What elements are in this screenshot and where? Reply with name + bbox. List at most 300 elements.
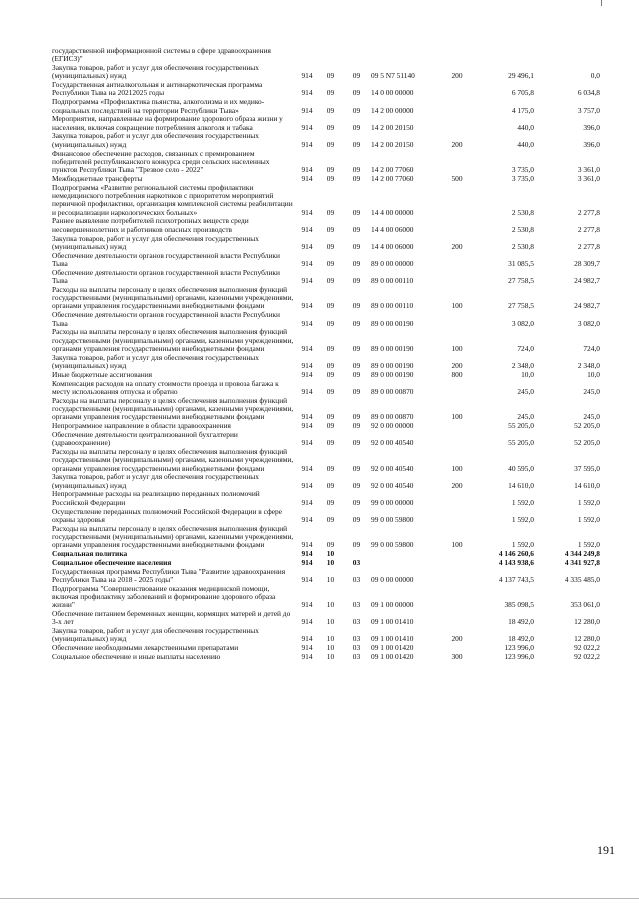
amount-year-1: 27 758,5	[508, 301, 534, 311]
bottom-scan-edge	[0, 898, 639, 899]
admin-code: 914	[301, 574, 313, 584]
admin-code: 914	[301, 600, 313, 610]
subsection-code: 09	[352, 71, 361, 81]
amount-year-1: 440,0	[517, 122, 534, 132]
amount-year-2	[536, 47, 602, 64]
section-code: 10	[326, 617, 335, 627]
section-code: 09	[326, 224, 335, 234]
admin-code: 914	[301, 438, 313, 448]
target-article-code	[371, 47, 445, 64]
expense-type-code: 100	[451, 301, 463, 311]
amount-year-1: 1 592,0	[511, 514, 534, 524]
table-row	[52, 525, 602, 550]
target-article-code: 99 0 00 59800	[371, 540, 414, 550]
subsection-code: 09	[352, 165, 361, 175]
target-article-code: 89 0 00 00870	[371, 412, 414, 422]
amount-year-1: 55 205,0	[508, 438, 534, 448]
amount-year-1: 31 085,5	[508, 258, 534, 268]
section-code: 09	[326, 369, 335, 379]
section-code: 09	[326, 343, 335, 353]
table-row	[52, 490, 602, 507]
row-name: Закупка товаров, работ и услуг для обеспечения государственных (муниципальных) нужд	[52, 352, 259, 370]
section-code: 10	[326, 634, 335, 644]
amount-year-2: 12 280,0	[574, 617, 600, 627]
amount-year-2: 2 277,8	[577, 241, 600, 251]
admin-code: 914	[301, 480, 313, 490]
table-row	[52, 311, 602, 328]
subsection-code: 03	[352, 600, 361, 610]
subsection-code: 09	[352, 139, 361, 149]
target-article-code: 92 0 00 00000	[371, 421, 414, 431]
target-article-code: 09 0 00 00000	[371, 574, 414, 584]
subsection-code: 09	[352, 301, 361, 311]
section-code: 09	[326, 386, 335, 396]
amount-year-2: 396,0	[583, 139, 600, 149]
target-article-code: 14 4 00 06000	[371, 224, 414, 234]
amount-year-1: 123 996,0	[504, 652, 534, 662]
expense-type-code: 300	[451, 652, 463, 662]
budget-table	[52, 47, 602, 662]
expense-type-code	[445, 47, 471, 64]
amount-year-1: 1 592,0	[511, 497, 534, 507]
amount-year-2: 4 335 485,0	[564, 574, 600, 584]
amount-year-2: 1 592,0	[577, 514, 600, 524]
amount-year-2: 3 361,0	[577, 173, 600, 183]
expense-type-code	[445, 490, 471, 507]
admin-code	[297, 47, 319, 64]
expense-type-code	[445, 184, 471, 218]
expense-type-code: 800	[451, 369, 463, 379]
admin-code: 914	[301, 412, 313, 422]
scan-mark	[601, 0, 602, 6]
subsection-code: 09	[352, 173, 361, 183]
row-name: Межбюджетные трансферты	[52, 173, 143, 183]
row-name: Осуществление переданных полномочий Российской Федерации в сфере охраны здоровья	[52, 506, 283, 524]
subsection-code: 09	[352, 276, 361, 286]
amount-year-1: 18 492,0	[508, 617, 534, 627]
expense-type-code: 100	[451, 343, 463, 353]
table-row	[52, 585, 602, 610]
section-code: 09	[326, 497, 335, 507]
section-code: 09	[326, 360, 335, 370]
subsection-code: 09	[352, 241, 361, 251]
row-name: Расходы на выплаты персоналу в целях обеспечения выполнения функций государственными (муниципальными) органами, казенными учреждениями, органами управления государственными внебюджетными фондами	[52, 446, 294, 473]
expense-type-code	[445, 217, 471, 234]
admin-code: 914	[301, 549, 313, 559]
amount-year-1: 14 610,0	[508, 480, 534, 490]
section-code: 09	[326, 241, 335, 251]
expense-type-code	[445, 311, 471, 328]
amount-year-1: 27 758,5	[508, 276, 534, 286]
table-row	[52, 184, 602, 218]
expense-type-code	[445, 585, 471, 610]
amount-year-1: 3 735,0	[511, 173, 534, 183]
table-row	[52, 508, 602, 525]
subsection-code: 09	[352, 412, 361, 422]
subsection-code: 03	[352, 652, 361, 662]
amount-year-1: 40 595,0	[508, 463, 534, 473]
row-name: Социальное обеспечение населения	[52, 557, 172, 567]
admin-code: 914	[301, 173, 313, 183]
expense-type-code	[445, 559, 471, 568]
table-row	[52, 47, 602, 64]
amount-year-2: 2 277,8	[577, 224, 600, 234]
expense-type-code: 500	[451, 173, 463, 183]
table-row	[52, 380, 602, 397]
amount-year-2: 3 082,0	[577, 318, 600, 328]
table-row	[52, 235, 602, 252]
table-row	[52, 132, 602, 149]
amount-year-2: 0,0	[590, 71, 600, 81]
admin-code: 914	[301, 652, 313, 662]
section-code: 09	[326, 480, 335, 490]
subsection-code: 09	[352, 369, 361, 379]
subsection-code: 09	[352, 360, 361, 370]
amount-year-1: 245,0	[517, 386, 534, 396]
amount-year-2: 1 592,0	[577, 497, 600, 507]
target-article-code: 14 2 00 00000	[371, 105, 414, 115]
target-article-code: 14 2 00 77060	[371, 165, 414, 175]
section-code: 09	[326, 514, 335, 524]
target-article-code: 99 0 00 00000	[371, 497, 414, 507]
amount-year-2: 12 280,0	[574, 634, 600, 644]
admin-code: 914	[301, 241, 313, 251]
row-name: Расходы на выплаты персоналу в целях обеспечения выполнения функций государственными (муниципальными) органами, казенными учреждениями, органами управления государственными внебюджетными фондами	[52, 284, 294, 311]
target-article-code: 14 2 00 77060	[371, 173, 414, 183]
row-name: Закупка товаров, работ и услуг для обеспечения государственных (муниципальных) нужд	[52, 131, 259, 149]
target-article-code: 89 0 00 00870	[371, 386, 414, 396]
amount-year-2: 724,0	[583, 343, 600, 353]
admin-code: 914	[301, 497, 313, 507]
row-name: Государственная программа Республики Тыва "Развитие здравоохранения Республики Тыва на 2018 - 2025 годы"	[52, 566, 286, 584]
row-name: Подпрограмма «Развитие региональной системы профилактики немедицинского потребления наркотиков с приоритетом мероприятий первичной профилактики, организация комплексной системы реабилитации и ресоциализации наркологических больных»	[52, 182, 293, 217]
table-row	[52, 98, 602, 115]
row-name: Иные бюджетные ассигнования	[52, 369, 153, 379]
amount-year-2: 4 341 927,8	[564, 557, 600, 567]
subsection-code: 09	[352, 224, 361, 234]
target-article-code: 09 5 N7 51140	[371, 71, 415, 81]
row-name: Обеспечение деятельности органов государственной власти Республики Тыва	[52, 267, 280, 286]
table-row	[52, 568, 602, 585]
admin-code: 914	[301, 122, 313, 132]
target-article-code: 14 4 00 00000	[371, 207, 414, 217]
table-row	[52, 473, 602, 490]
expense-type-code	[445, 115, 471, 132]
expense-type-code: 200	[451, 634, 463, 644]
subsection-code: 09	[352, 122, 361, 132]
table-row	[52, 286, 602, 311]
amount-year-1: 440,0	[517, 139, 534, 149]
target-article-code: 89 0 00 00000	[371, 258, 414, 268]
admin-code: 914	[301, 360, 313, 370]
subsection-code: 03	[352, 634, 361, 644]
target-article-code: 09 1 00 01410	[371, 634, 414, 644]
admin-code: 914	[301, 224, 313, 234]
section-code	[319, 47, 344, 64]
section-code: 10	[326, 652, 335, 662]
target-article-code: 89 0 00 00190	[371, 360, 414, 370]
expense-type-code	[445, 252, 471, 269]
admin-code: 914	[301, 258, 313, 268]
section-code: 09	[326, 276, 335, 286]
target-article-code: 89 0 00 00190	[371, 343, 414, 353]
subsection-code: 09	[352, 438, 361, 448]
amount-year-2: 14 610,0	[574, 480, 600, 490]
admin-code: 914	[301, 343, 313, 353]
table-row	[52, 217, 602, 234]
target-article-code: 14 4 00 06000	[371, 241, 414, 251]
section-code: 09	[326, 421, 335, 431]
target-article-code: 09 1 00 01420	[371, 652, 414, 662]
budget-table-body	[52, 47, 602, 662]
section-code: 10	[326, 549, 335, 559]
target-article-code: 89 0 00 00190	[371, 318, 414, 328]
subsection-code: 09	[352, 386, 361, 396]
row-name: Социальное обеспечение и иные выплаты населению	[52, 652, 221, 662]
amount-year-1: 724,0	[517, 343, 534, 353]
admin-code: 914	[301, 463, 313, 473]
amount-year-2: 92 022,2	[574, 652, 600, 662]
admin-code: 914	[301, 514, 313, 524]
amount-year-2: 245,0	[583, 412, 600, 422]
amount-year-1: 2 348,0	[511, 360, 534, 370]
table-row	[52, 354, 602, 371]
amount-year-1	[471, 47, 536, 64]
subsection-code: 09	[352, 258, 361, 268]
target-article-code: 89 0 00 00110	[371, 276, 414, 286]
amount-year-1: 18 492,0	[508, 634, 534, 644]
table-row	[52, 328, 602, 353]
row-name: Непрограммные расходы на реализацию переданных полномочий Российской Федерации	[52, 489, 260, 507]
target-article-code: 99 0 00 59800	[371, 514, 414, 524]
table-row	[52, 653, 602, 662]
subsection-code: 03	[352, 574, 361, 584]
amount-year-1: 4 146 260,6	[498, 549, 534, 559]
admin-code: 914	[301, 165, 313, 175]
table-row	[52, 448, 602, 473]
expense-type-code: 200	[451, 241, 463, 251]
amount-year-1: 29 496,1	[508, 71, 534, 81]
row-name: Закупка товаров, работ и услуг для обеспечения государственных (муниципальных) нужд	[52, 63, 259, 81]
section-code: 09	[326, 412, 335, 422]
admin-code: 914	[301, 386, 313, 396]
expense-type-code	[445, 380, 471, 397]
row-name: Обеспечение деятельности органов государственной власти Республики Тыва	[52, 310, 280, 328]
admin-code: 914	[301, 318, 313, 328]
amount-year-2: 92 022,2	[574, 643, 600, 653]
subsection-code: 09	[352, 540, 361, 550]
admin-code: 914	[301, 369, 313, 379]
subsection-code: 09	[352, 463, 361, 473]
subsection-code: 09	[352, 497, 361, 507]
section-code: 09	[326, 88, 335, 98]
section-code: 09	[326, 122, 335, 132]
expense-type-code: 200	[451, 480, 463, 490]
amount-year-1: 2 530,8	[511, 241, 534, 251]
expense-type-code: 200	[451, 71, 463, 81]
amount-year-1: 2 530,8	[511, 224, 534, 234]
section-code: 09	[326, 318, 335, 328]
expense-type-code	[445, 568, 471, 585]
expense-type-code	[445, 431, 471, 448]
table-row	[52, 269, 602, 286]
row-name: Социальная политика	[52, 549, 128, 559]
section-code: 09	[326, 139, 335, 149]
table-row	[52, 397, 602, 422]
row-name: Раннее выявление потребителей психотропных веществ среди несовершеннолетних и работников опасных производств	[52, 216, 249, 234]
target-article-code: 09 1 00 01410	[371, 617, 414, 627]
amount-year-1: 4 143 938,6	[498, 557, 534, 567]
admin-code: 914	[301, 634, 313, 644]
section-code: 09	[326, 105, 335, 115]
amount-year-1: 245,0	[517, 412, 534, 422]
expense-type-code	[445, 422, 471, 431]
table-row	[52, 627, 602, 644]
target-article-code: 09 1 00 00000	[371, 600, 414, 610]
expense-type-code	[445, 550, 471, 559]
amount-year-2: 1 592,0	[577, 540, 600, 550]
row-name: Обеспечение питанием беременных женщин, кормящих матерей и детей до 3-х лет	[52, 609, 291, 627]
section-code: 09	[326, 540, 335, 550]
amount-year-2: 6 034,8	[577, 88, 600, 98]
row-name: Закупка товаров, работ и услуг для обеспечения государственных (муниципальных) нужд	[52, 626, 259, 644]
amount-year-2: 37 595,0	[574, 463, 600, 473]
subsection-code: 09	[352, 105, 361, 115]
admin-code: 914	[301, 557, 313, 567]
section-code: 09	[326, 173, 335, 183]
amount-year-2: 10,0	[587, 369, 600, 379]
admin-code: 914	[301, 88, 313, 98]
subsection-code: 09	[352, 343, 361, 353]
expense-type-code: 200	[451, 360, 463, 370]
page-number: 191	[597, 843, 615, 857]
expense-type-code	[445, 269, 471, 286]
target-article-code: 92 0 00 40540	[371, 463, 414, 473]
amount-year-2: 3 361,0	[577, 165, 600, 175]
row-name: Подпрограмма "Совершенствование оказания медицинской помощи, включая профилактику заболеваний и формирование здорового образа жизни"	[52, 583, 276, 610]
amount-year-2: 396,0	[583, 122, 600, 132]
amount-year-2: 24 982,7	[574, 301, 600, 311]
admin-code: 914	[301, 540, 313, 550]
amount-year-1: 2 530,8	[511, 207, 534, 217]
admin-code: 914	[301, 276, 313, 286]
amount-year-2: 4 344 249,8	[564, 549, 600, 559]
amount-year-2: 2 348,0	[577, 360, 600, 370]
table-row	[52, 150, 602, 175]
section-code: 09	[326, 438, 335, 448]
target-article-code: 92 0 00 40540	[371, 480, 414, 490]
table-row	[52, 64, 602, 81]
expense-type-code	[445, 610, 471, 627]
section-code: 09	[326, 301, 335, 311]
admin-code: 914	[301, 643, 313, 653]
row-name: Закупка товаров, работ и услуг для обеспечения государственных (муниципальных) нужд	[52, 233, 259, 251]
target-article-code: 14 2 00 20150	[371, 139, 414, 149]
subsection-code: 09	[352, 480, 361, 490]
amount-year-2: 24 982,7	[574, 276, 600, 286]
row-name: Финансовое обеспечение расходов, связанных с премированием победителей республиканского конкурса среди сельских населенных пунктов Республики Тыва "Трезвое село - 2022"	[52, 148, 270, 175]
table-row	[52, 115, 602, 132]
amount-year-2: 52 205,0	[574, 438, 600, 448]
amount-year-1: 55 205,0	[508, 421, 534, 431]
amount-year-1: 1 592,0	[511, 540, 534, 550]
expense-type-code	[445, 508, 471, 525]
expense-type-code: 200	[451, 139, 463, 149]
section-code: 09	[326, 463, 335, 473]
target-article-code: 92 0 00 40540	[371, 438, 414, 448]
amount-year-1: 3 735,0	[511, 165, 534, 175]
row-name: Обеспечение деятельности органов государственной власти Республики Тыва	[52, 250, 280, 268]
subsection-code: 09	[352, 421, 361, 431]
subsection-code: 03	[352, 557, 361, 567]
row-name: Расходы на выплаты персоналу в целях обеспечения выполнения функций государственными (муниципальными) органами, казенными учреждениями, органами управления государственными внебюджетными фондами	[52, 523, 294, 550]
row-name: Мероприятия, направленные на формирование здорового образа жизни у населения, включая сокращение потребления алкоголя и табака	[52, 114, 283, 132]
expense-type-code: 100	[451, 463, 463, 473]
amount-year-1: 385 098,5	[504, 600, 534, 610]
target-article-code: 09 1 00 01420	[371, 643, 414, 653]
admin-code: 914	[301, 207, 313, 217]
admin-code: 914	[301, 421, 313, 431]
amount-year-2: 52 205,0	[574, 421, 600, 431]
subsection-code: 03	[352, 617, 361, 627]
section-code: 10	[326, 600, 335, 610]
section-code: 10	[326, 574, 335, 584]
admin-code: 914	[301, 105, 313, 115]
admin-code: 914	[301, 139, 313, 149]
subsection-code	[344, 47, 371, 64]
target-article-code: 89 0 00 00110	[371, 301, 414, 311]
row-name: Государственная антиалкогольная и антинаркотическая программа Республики Тыва на 20212025 годы	[52, 80, 263, 98]
table-row	[52, 81, 602, 98]
expense-type-code	[445, 98, 471, 115]
section-code: 10	[326, 557, 335, 567]
amount-year-1: 4 175,0	[511, 105, 534, 115]
admin-code: 914	[301, 617, 313, 627]
table-row	[52, 252, 602, 269]
amount-year-2: 245,0	[583, 386, 600, 396]
row-name: государственной информационной системы в сфере здравоохранения (ЕГИСЗ)"	[52, 46, 271, 64]
row-name: Обеспечение деятельности централизованной бухгалтерии (здравоохранение)	[52, 429, 238, 448]
subsection-code: 09	[352, 318, 361, 328]
section-code: 10	[326, 643, 335, 653]
row-name: Подпрограмма «Профилактика пьянства, алкоголизма и их медико-социальных последствий на территории Республики Тыва»	[52, 97, 265, 115]
amount-year-1: 123 996,0	[504, 643, 534, 653]
row-name: Непрограммное направление в области здравоохранения	[52, 421, 231, 431]
target-article-code: 14 2 00 20150	[371, 122, 414, 132]
amount-year-2: 353 061,0	[570, 600, 600, 610]
row-name: Закупка товаров, работ и услуг для обеспечения государственных (муниципальных) нужд	[52, 472, 259, 490]
row-name: Расходы на выплаты персоналу в целях обеспечения выполнения функций государственными (муниципальными) органами, казенными учреждениями, органами управления государственными внебюджетными фондами	[52, 395, 294, 422]
amount-year-1: 10,0	[521, 369, 534, 379]
table-row	[52, 610, 602, 627]
target-article-code	[371, 550, 445, 559]
subsection-code: 09	[352, 207, 361, 217]
row-name: Компенсация расходов на оплату стоимости проезда и провоза багажа к месту использования отпуска и обратно	[52, 378, 279, 396]
row-name: Обеспечение необходимыми лекарственными препаратами	[52, 643, 239, 653]
amount-year-2: 28 309,7	[574, 258, 600, 268]
target-article-code	[371, 559, 445, 568]
amount-year-2: 3 757,0	[577, 105, 600, 115]
amount-year-2: 2 277,8	[577, 207, 600, 217]
amount-year-1: 6 705,8	[511, 88, 534, 98]
expense-type-code: 100	[451, 412, 463, 422]
subsection-code: 03	[352, 643, 361, 653]
admin-code: 914	[301, 71, 313, 81]
section-code: 09	[326, 258, 335, 268]
subsection-code: 09	[352, 88, 361, 98]
target-article-code: 89 0 00 00190	[371, 369, 414, 379]
subsection-code: 09	[352, 514, 361, 524]
